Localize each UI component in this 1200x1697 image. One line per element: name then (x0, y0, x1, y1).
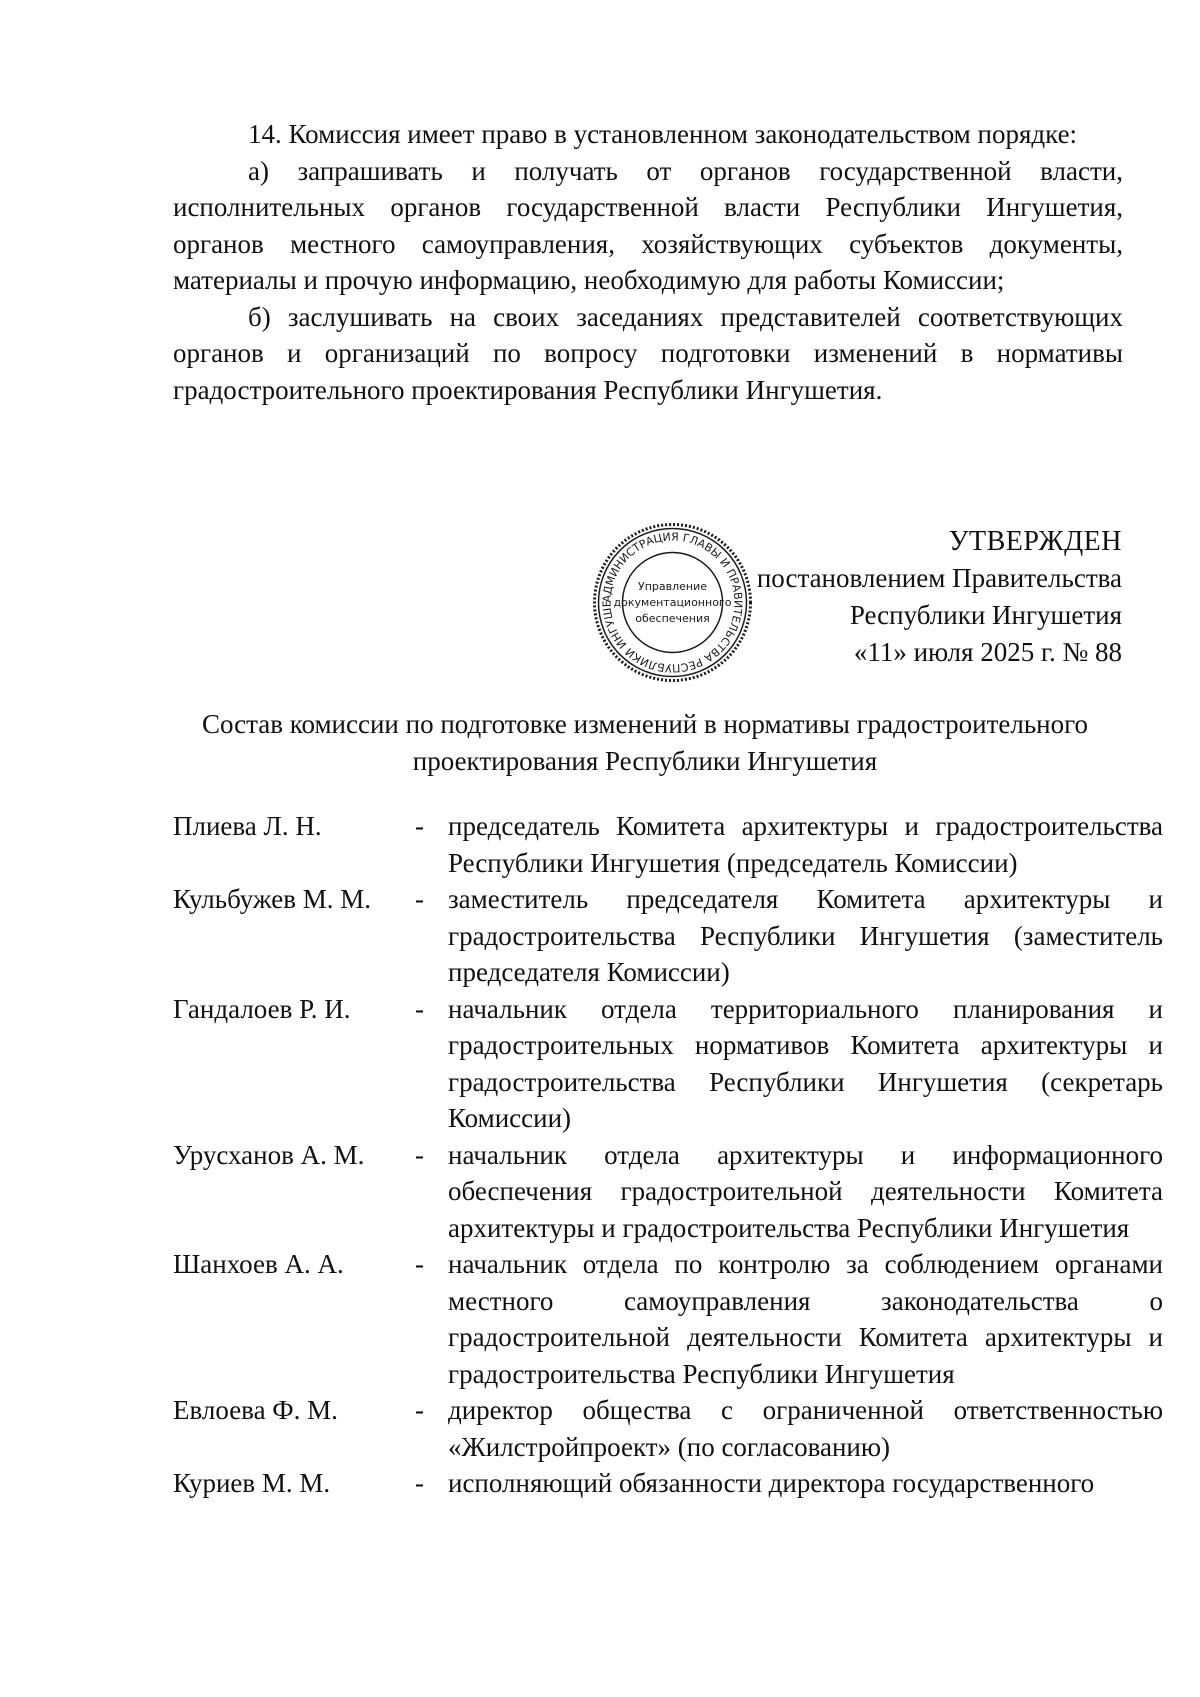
member-row (173, 1392, 1163, 1465)
member-row (173, 1465, 1163, 1502)
member-row (173, 1246, 1163, 1392)
approval-line-2: Республики Ингушетия (849, 600, 1122, 630)
member-name: Куриев М. М. (173, 1468, 331, 1498)
member-role: заместитель председателя Комитета архитектуры и градостроительства Республики Ингушетия (заместитель председателя Комиссии) (448, 884, 1163, 987)
member-dash: - (415, 811, 424, 841)
member-name: Евлоева Ф. М. (173, 1395, 338, 1425)
member-dash: - (415, 1249, 424, 1279)
member-name: Урусханов А. М. (173, 1139, 365, 1170)
list-title (170, 706, 1120, 780)
list-title-line-2: проектирования Республики Ингушетия (412, 746, 878, 776)
members-list (173, 808, 1163, 1502)
stamp-ring-text: АДМИНИСТРАЦИЯ ГЛАВЫ И ПРАВИТЕЛЬСТВА РЕСПУБЛИКИ ИНГУШЕ (600, 530, 745, 675)
clause-14-a: а) запрашивать и получать от органов государственной власти, исполнительных органов государственной власти Республики Ингушетия, органов местного самоуправления, хозяйствующих субъектов документы, материалы и прочую информацию, необходимую для работы Комиссии; (173, 155, 1123, 295)
member-name: Гандалоев Р. И. (173, 993, 351, 1024)
stamp-line-3: обеспечения (635, 612, 710, 625)
clause-14: 14. Комиссия имеет право в установленном законодательством порядке: (248, 119, 1078, 149)
member-role: начальник отдела архитектуры и информационного обеспечения градостроительной деятельности Комитета архитектуры и градостроительства Республики Ингушетия (448, 1139, 1163, 1243)
member-row (173, 881, 1163, 991)
member-name: Плиева Л. Н. (173, 811, 322, 841)
approval-line-3: «11» июля 2025 г. № 88 (853, 637, 1122, 667)
member-role: начальник отдела по контролю за соблюдением органами местного самоуправления законодательства о градостроительной деятельности Комитета архитектуры и градостроительства Республики Ингушетия (448, 1249, 1163, 1389)
member-row (173, 808, 1163, 881)
member-role: председатель Комитета архитектуры и градостроительства Республики Ингушетия (председатель Комиссии) (448, 811, 1163, 878)
member-row (173, 1137, 1163, 1247)
rights-section (173, 116, 1123, 408)
member-name: Шанхоев А. А. (173, 1249, 344, 1279)
approval-title: УТВЕРЖДЕН (948, 526, 1122, 557)
stamp-line-1: Управление (637, 580, 708, 593)
official-stamp (590, 520, 755, 685)
approval-block (757, 523, 1122, 671)
approval-line-1: постановлением Правительства (756, 563, 1122, 593)
member-dash: - (415, 1468, 424, 1498)
member-role: директор общества с ограниченной ответственностью «Жилстройпроект» (по согласованию) (448, 1395, 1163, 1462)
member-name: Кульбужев М. М. (173, 884, 371, 914)
stamp-line-2: документационного (613, 596, 732, 609)
member-dash: - (415, 993, 424, 1024)
member-role: исполняющий обязанности директора государственного (448, 1468, 1095, 1498)
member-row (173, 991, 1163, 1137)
member-dash: - (415, 1395, 424, 1425)
member-dash: - (415, 1139, 424, 1170)
member-role: начальник отдела территориального планирования и градостроительных нормативов Комитета архитектуры и градостроительства Республики Ингушетия (секретарь Комиссии) (448, 993, 1163, 1133)
member-dash: - (415, 884, 424, 914)
list-title-line-1: Состав комиссии по подготовке изменений в нормативы градостроительного (201, 709, 1089, 739)
clause-14-b: б) заслушивать на своих заседаниях представителей соответствующих органов и организаций по вопросу подготовки изменений в нормативы градостроительного проектирования Республики Ингушетия. (173, 301, 1123, 405)
